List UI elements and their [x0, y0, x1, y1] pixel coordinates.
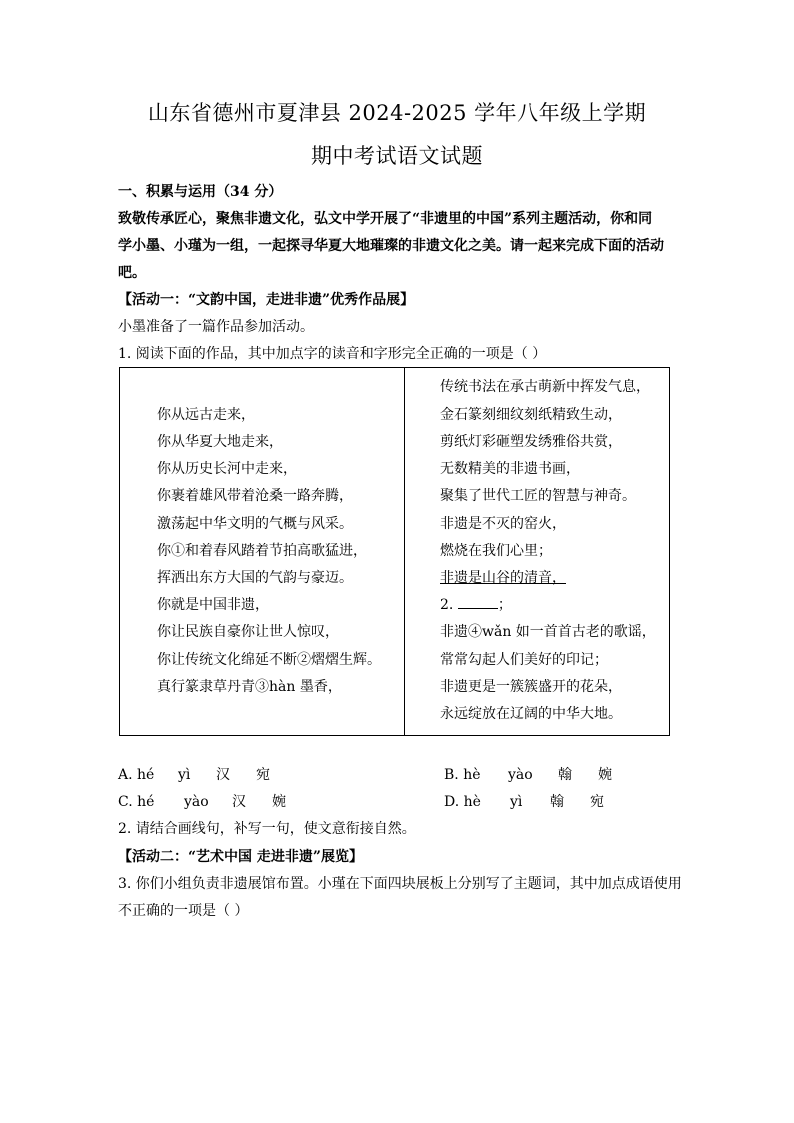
poem-right-line-11: 常常勾起人们美好的印记；	[440, 652, 608, 668]
intro-line-2: 学小墨、小瑾为一组，一起探寻华夏大地璀璨的非遗文化之美。请一起来完成下面的活动	[118, 238, 664, 254]
poem-left-line-4: 你裹着雄风带着沧桑一路奔腾，	[157, 488, 353, 504]
poem-left-line-7: 挥洒出东方大国的气韵与豪迈。	[157, 570, 353, 586]
option-a-part-3: 汉	[216, 767, 230, 783]
option-b	[444, 764, 612, 784]
blank-label: 2.	[440, 597, 458, 613]
poem-right-line-4: 无数精美的非遗书画，	[440, 461, 580, 477]
poem-right-line-9-blank	[440, 594, 512, 614]
option-d-part-1: D. hè	[444, 794, 481, 810]
poem-left-line-5: 激荡起中华文明的气概与风采。	[157, 516, 353, 532]
blank-suffix: ；	[497, 597, 512, 613]
poem-right-line-13: 永远绽放在辽阔的中华大地。	[440, 706, 622, 722]
poem-right-line-10: 非遗④wǎn 如一首首古老的歌谣，	[440, 624, 656, 640]
option-c-part-4: 婉	[272, 794, 286, 810]
poem-left-line-10: 你让传统文化绵延不断②熠熠生辉。	[157, 652, 381, 668]
activity1-heading: 【活动一：“文韵中国，走进非遗”优秀作品展】	[118, 292, 415, 308]
activity2-heading: 【活动二：“艺术中国 走进非遗”展览】	[118, 849, 363, 865]
poem-right-line-1: 传统书法在承古萌新中挥发气息，	[440, 379, 650, 395]
option-b-part-3: 翰	[558, 767, 572, 783]
option-d-part-4: 宛	[590, 794, 604, 810]
option-c-part-1: C. hé	[118, 794, 155, 810]
document-title-line1: 山东省德州市夏津县 2024-2025 学年八年级上学期	[147, 101, 647, 125]
poem-left-line-2: 你从华夏大地走来，	[157, 434, 283, 450]
option-b-part-4: 婉	[598, 767, 612, 783]
activity1-text: 小墨准备了一篇作品参加活动。	[118, 319, 314, 335]
question-3-line-2: 不正确的一项是（ ）	[118, 903, 249, 919]
poem-right-line-12: 非遗更是一簇簇盛开的花朵，	[440, 679, 622, 695]
option-b-part-2: yào	[508, 767, 533, 783]
option-d-part-3: 翰	[550, 794, 564, 810]
poem-left-line-11: 真行篆隶草丹青③hàn 墨香，	[157, 679, 342, 695]
document-title-line2: 期中考试语文试题	[311, 144, 483, 168]
poem-right-line-3: 剪纸灯彩砸塑发绣雅俗共赏，	[440, 434, 622, 450]
poem-left-line-6: 你①和着春风踏着节拍高歌猛进，	[157, 543, 367, 559]
poem-left-line-3: 你从历史长河中走来，	[157, 461, 297, 477]
question-1: 1. 阅读下面的作品，其中加点字的读音和字形完全正确的一项是（ ）	[118, 346, 547, 362]
poem-left-line-8: 你就是中国非遗，	[157, 597, 269, 613]
option-d	[444, 791, 604, 811]
poem-table-divider	[404, 367, 405, 735]
option-d-part-2: yì	[510, 794, 523, 810]
option-a-part-1: A. hé	[118, 767, 155, 783]
option-b-part-1: B. hè	[444, 767, 481, 783]
poem-right-line-5: 聚集了世代工匠的智慧与神奇。	[440, 488, 636, 504]
question-3-line-1: 3. 你们小组负责非遗展馆布置。小瑾在下面四块展板上分别写了主题词，其中加点成语使用	[118, 876, 682, 892]
option-c-part-3: 汉	[232, 794, 246, 810]
intro-line-1: 致敬传承匠心，聚焦非遗文化，弘文中学开展了“非遗里的中国”系列主题活动，你和同	[118, 211, 653, 227]
option-a-part-4: 宛	[256, 767, 270, 783]
poem-right-line-7: 燃烧在我们心里；	[440, 543, 552, 559]
option-a	[118, 764, 270, 784]
fill-in-blank	[458, 596, 498, 609]
question-2: 2. 请结合画线句，补写一句，使文意衔接自然。	[118, 821, 416, 837]
option-c	[118, 791, 286, 811]
poem-left-line-1: 你从远古走来，	[157, 407, 255, 423]
poem-left-line-9: 你让民族自豪你让世人惊叹，	[157, 624, 339, 640]
option-a-part-2: yì	[178, 767, 191, 783]
poem-right-line-6: 非遗是不灭的窑火，	[440, 516, 566, 532]
poem-right-line-8-underlined: 非遗是山谷的清音，	[440, 570, 566, 586]
section-heading: 一、积累与运用（34 分）	[118, 184, 283, 200]
poem-right-line-2: 金石篆刻细纹刻纸精致生动，	[440, 407, 622, 423]
intro-line-3: 吧。	[118, 265, 146, 281]
option-c-part-2: yào	[184, 794, 209, 810]
